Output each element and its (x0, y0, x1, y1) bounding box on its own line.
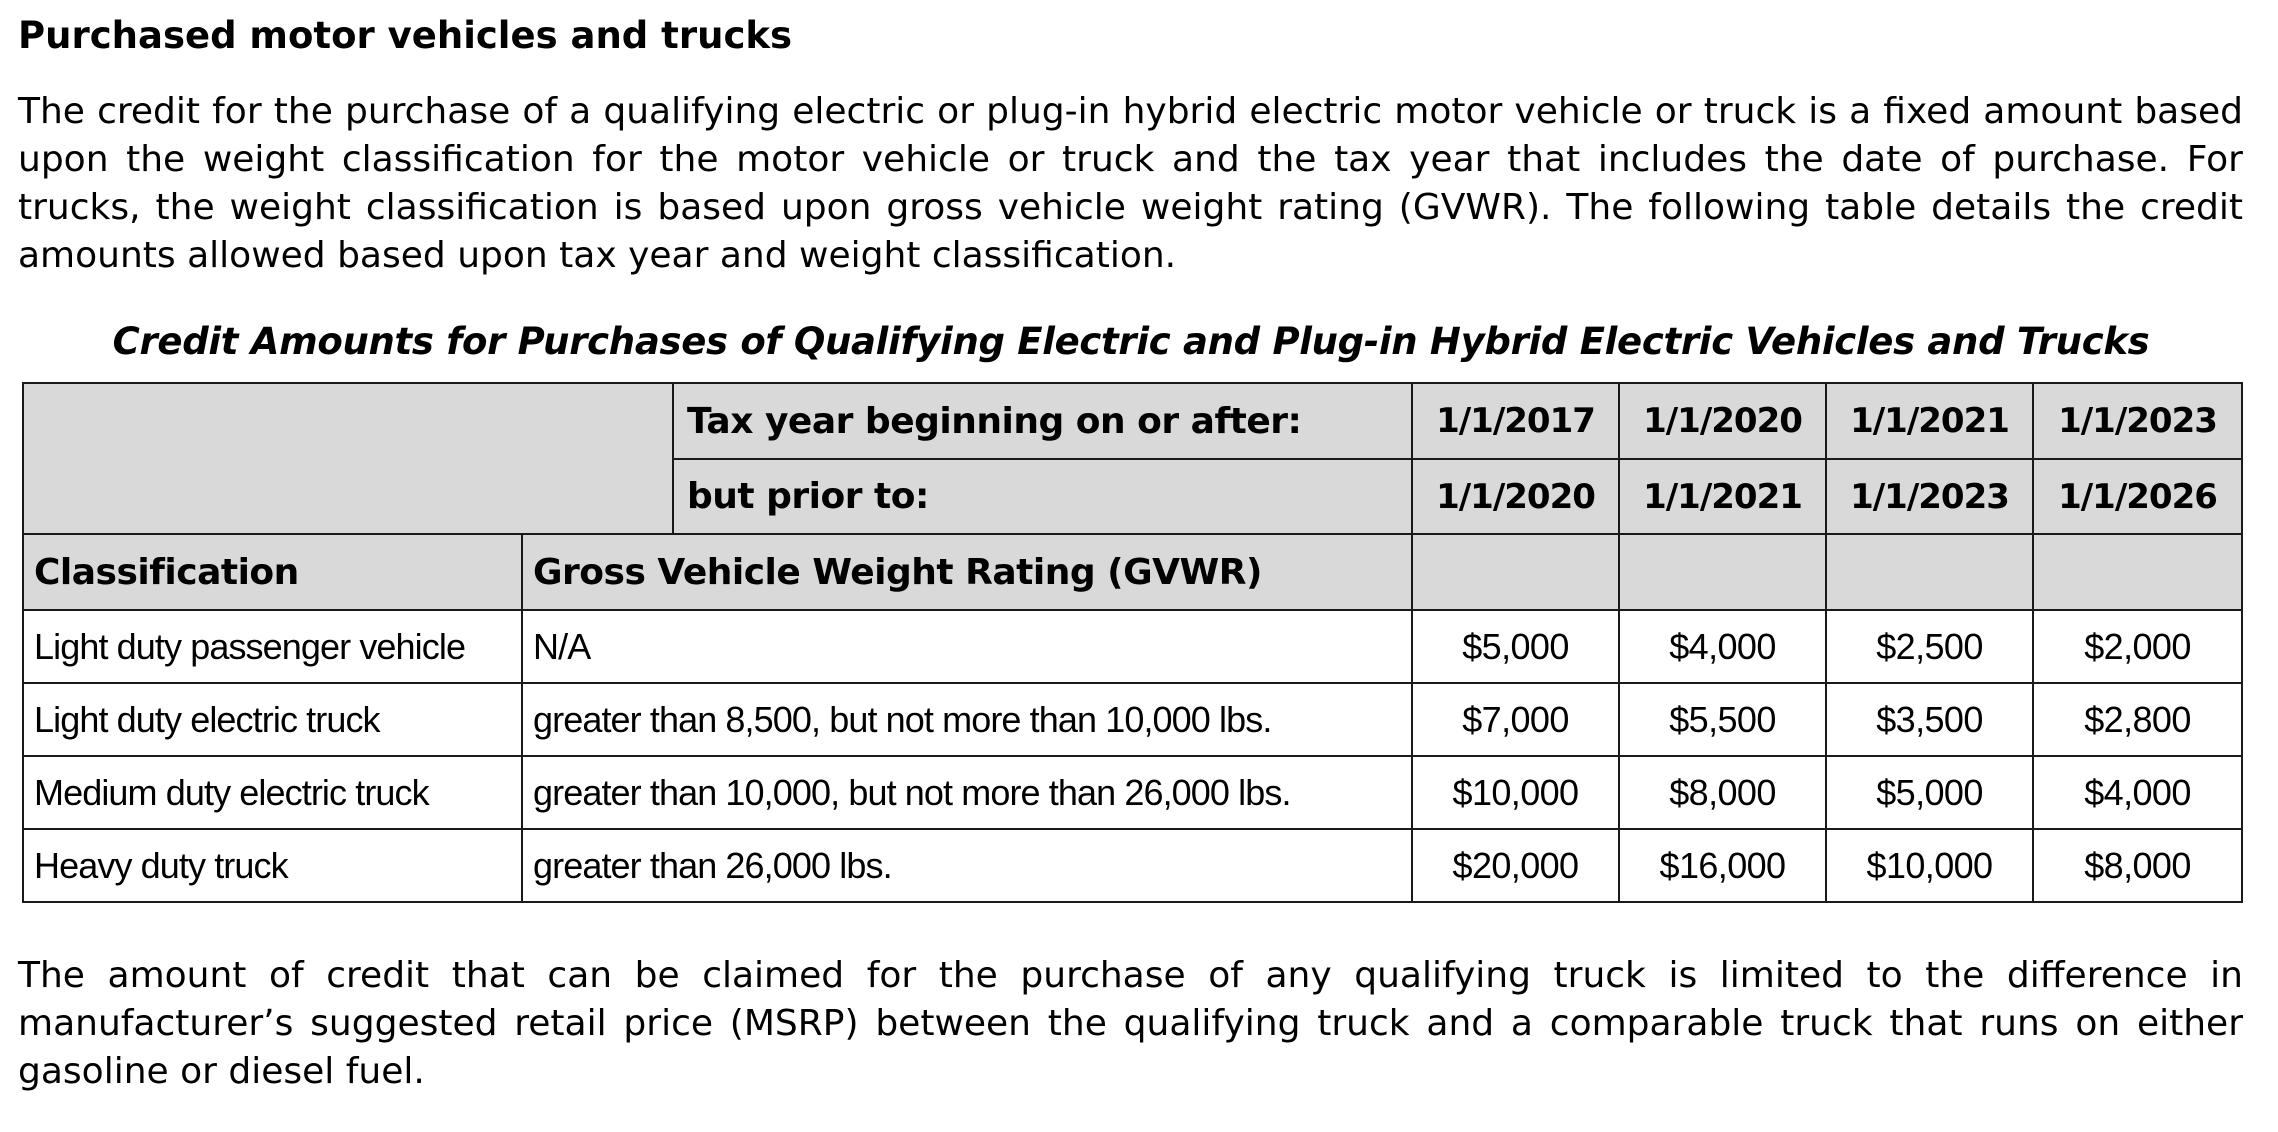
begin-date-2: 1/1/2020 (1619, 383, 1826, 459)
gvwr-cell: greater than 10,000, but not more than 26,000 lbs. (522, 756, 1412, 829)
amount-cell: $4,000 (2033, 756, 2242, 829)
classification-cell: Light duty electric truck (23, 683, 522, 756)
amount-cell: $5,000 (1826, 756, 2033, 829)
amount-cell: $8,000 (2033, 829, 2242, 902)
header-empty-cell (1826, 534, 2033, 610)
begin-date-1: 1/1/2017 (1412, 383, 1619, 459)
begin-date-4: 1/1/2023 (2033, 383, 2242, 459)
amount-cell: $2,500 (1826, 610, 2033, 683)
table-row (23, 829, 2242, 902)
amount-cell: $5,000 (1412, 610, 1619, 683)
end-date-3: 1/1/2023 (1826, 459, 2033, 534)
classification-cell: Medium duty electric truck (23, 756, 522, 829)
amount-cell: $4,000 (1619, 610, 1826, 683)
header-blank-cell (23, 383, 673, 534)
end-date-4: 1/1/2026 (2033, 459, 2242, 534)
gvwr-cell: N/A (522, 610, 1412, 683)
amount-cell: $5,500 (1619, 683, 1826, 756)
header-end-label: but prior to: (673, 459, 1412, 534)
amount-cell: $10,000 (1826, 829, 2033, 902)
amount-cell: $3,500 (1826, 683, 2033, 756)
header-empty-cell (1412, 534, 1619, 610)
table-row (23, 756, 2242, 829)
amount-cell: $20,000 (1412, 829, 1619, 902)
gvwr-cell: greater than 26,000 lbs. (522, 829, 1412, 902)
table-row (23, 683, 2242, 756)
table-caption: Credit Amounts for Purchases of Qualifying Electric and Plug-in Hybrid Electric Vehicles and Trucks (112, 320, 2150, 363)
classification-header: Classification (23, 534, 522, 610)
classification-cell: Heavy duty truck (23, 829, 522, 902)
header-empty-cell (1619, 534, 1826, 610)
closing-paragraph: The amount of credit that can be claimed for the purchase of any qualifying truck is limited to the difference in manufacturer’s suggested retail price (MSRP) between the qualifying truck and a comparable truck that runs on either gasoline or diesel fuel. (18, 955, 2243, 1092)
end-date-1: 1/1/2020 (1412, 459, 1619, 534)
begin-date-3: 1/1/2021 (1826, 383, 2033, 459)
amount-cell: $8,000 (1619, 756, 1826, 829)
amount-cell: $2,800 (2033, 683, 2242, 756)
gvwr-cell: greater than 8,500, but not more than 10,000 lbs. (522, 683, 1412, 756)
column-header-row (23, 534, 2242, 610)
amount-cell: $2,000 (2033, 610, 2242, 683)
header-row-begin (23, 383, 2242, 459)
amount-cell: $7,000 (1412, 683, 1619, 756)
table-row (23, 610, 2242, 683)
header-empty-cell (2033, 534, 2242, 610)
header-begin-label: Tax year beginning on or after: (673, 383, 1412, 459)
section-heading: Purchased motor vehicles and trucks (18, 14, 793, 57)
intro-paragraph: The credit for the purchase of a qualifying electric or plug-in hybrid electric motor vehicle or truck is a fixed amount based upon the weight classification for the motor vehicle or truck and the tax year that includes the date of purchase. For trucks, the weight classification is based upon gross vehicle weight rating (GVWR). The following table details the credit amounts allowed based upon tax year and weight classification. (18, 91, 2243, 276)
classification-cell: Light duty passenger vehicle (23, 610, 522, 683)
credit-amounts-table (22, 382, 2243, 903)
amount-cell: $10,000 (1412, 756, 1619, 829)
end-date-2: 1/1/2021 (1619, 459, 1826, 534)
amount-cell: $16,000 (1619, 829, 1826, 902)
gvwr-header: Gross Vehicle Weight Rating (GVWR) (522, 534, 1412, 610)
